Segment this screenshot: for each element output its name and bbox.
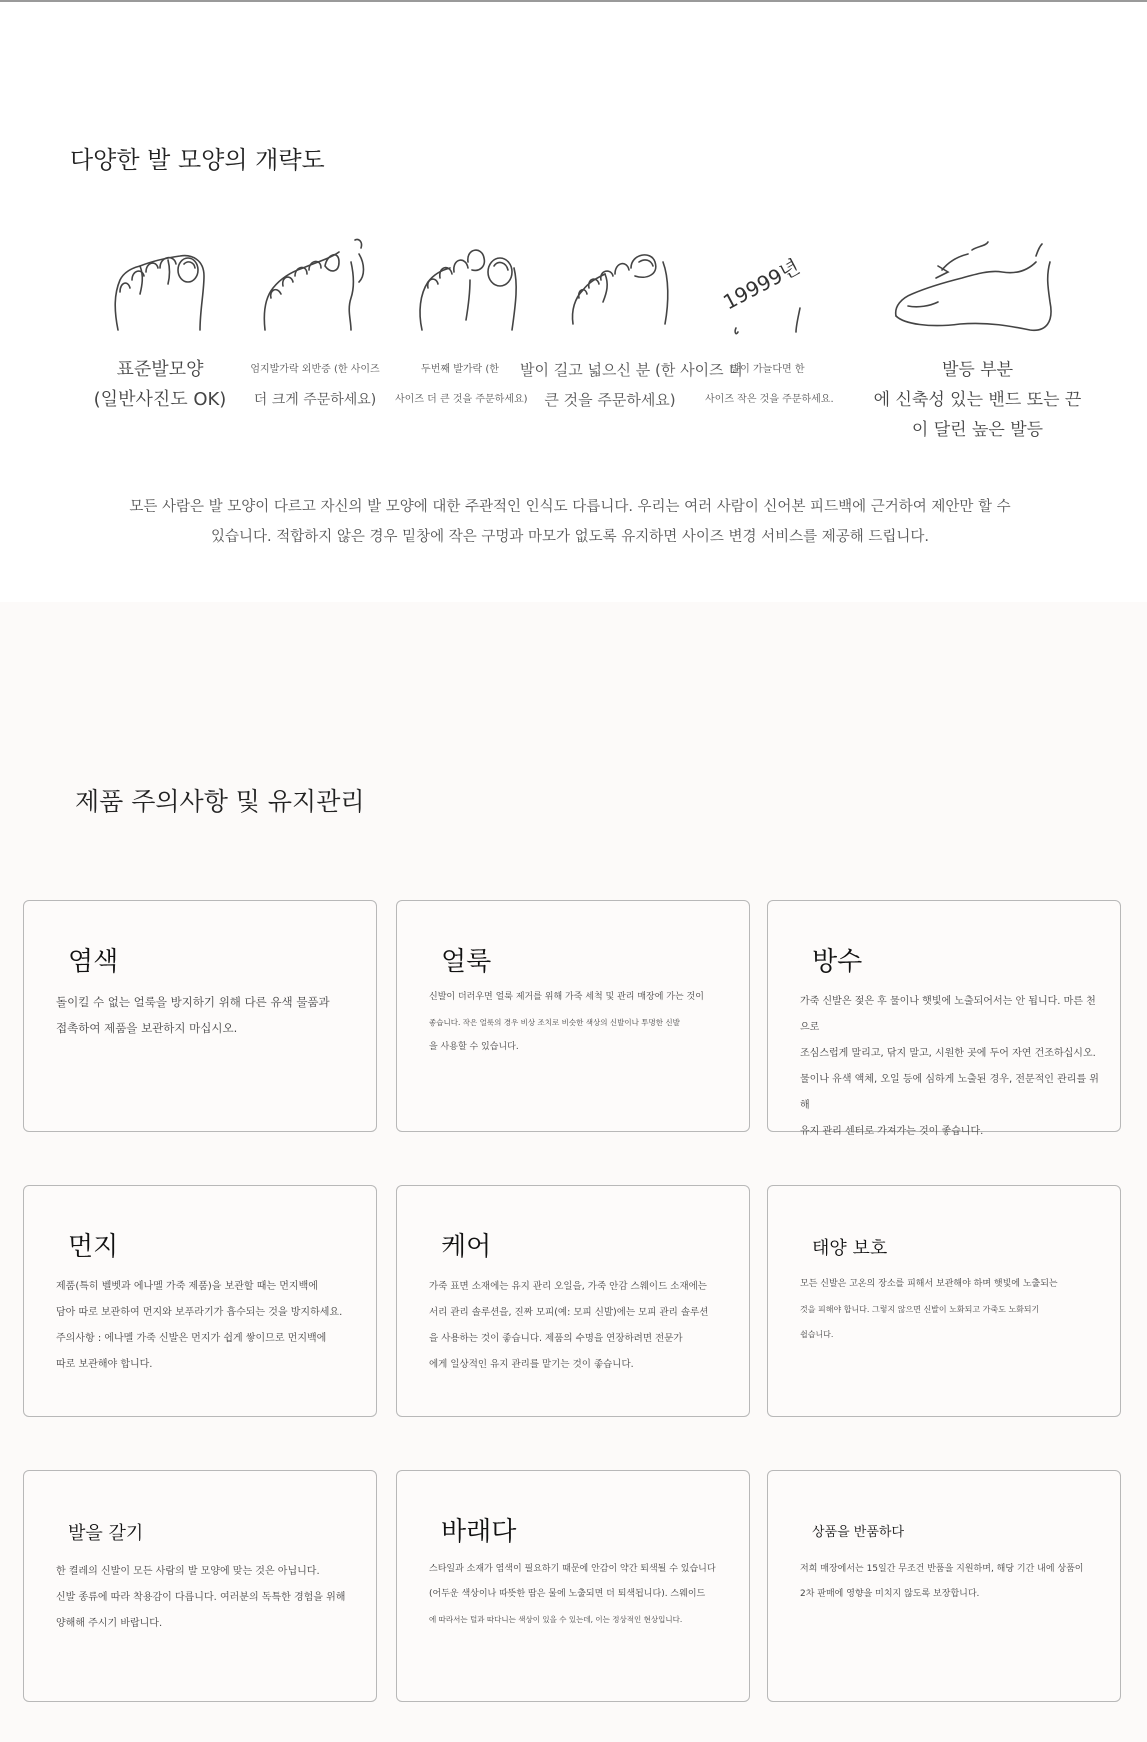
card-body: 스타일과 소재가 염색이 필요하기 때문에 안감이 약간 퇴색될 수 있습니다 (어두운 색상이나 따뜻한 땀은 물에 노출되면 더 퇴색됩니다). 스웨이드 에 따라서는 털과 따다니는 색상이 있을 수 있는데, 이는 정상적인 현상입니다. [429, 1564, 716, 1624]
foot-label: 19999년 [720, 254, 804, 315]
card-body: 가죽 표면 소재에는 유지 관리 오일을, 가죽 안감 스웨이드 소재에는 서리 관리 솔루션을, 진짜 모피(예: 모피 신발)에는 모피 관리 솔루션 을 사용하는 것이 좋습니다. 제품의 수명을 연장하려면 전문가 에게 일상적인 유지 관리를 맡기는 것이 좋습니다. [429, 1281, 709, 1370]
thin-foot-icon [720, 232, 840, 347]
long-second-toe-foot-icon [410, 232, 530, 347]
card-body: 제품(특히 벨벳과 에나멜 가죽 제품)을 보관할 때는 먼지백에 담아 따로 보관하여 먼지와 보푸라기가 흡수되는 것을 방지하세요. 주의사항 : 에나멜 가죽 신발은 먼지가 쉽게 쌓이므로 먼지백에 따로 보관해야 합니다. [56, 1281, 343, 1370]
card-title: 상품을 반품하다 [812, 1525, 905, 1540]
card-title: 태양 보호 [812, 1238, 888, 1259]
care-card-dust [23, 1185, 377, 1417]
foot-caption-standard: 표준발모양 (일반사진도 OK) [93, 359, 227, 410]
foot-caption-long-wide: 발이 길고 넓으신 분 (한 사이즈 더 큰 것을 주문하세요) [520, 361, 743, 409]
care-card-returns [767, 1470, 1121, 1702]
foot-caption-thin: 발이 가늘다면 한 사이즈 작은 것을 주문하세요. [705, 364, 834, 405]
card-title: 얼룩 [441, 947, 492, 977]
foot-caption-second-toe: 두번째 발가락 (한 사이즈 더 큰 것을 주문하세요) [395, 364, 528, 405]
card-body: 한 켤레의 신발이 모든 사람의 발 모양에 맞는 것은 아닙니다. 신발 종류에 따라 착용감이 다릅니다. 여러분의 독특한 경험을 위해 양해해 주시기 바랍니다. [56, 1566, 346, 1629]
card-title: 염색 [68, 947, 119, 977]
foot-caption-bunion: 엄지발가락 외반증 (한 사이즈 더 크게 주문하세요) [250, 364, 380, 408]
high-instep-foot-icon [890, 232, 1060, 347]
care-card-fit [23, 1470, 377, 1702]
care-card-fading [396, 1470, 750, 1702]
foot-caption-high-instep: 발등 부분 에 신축성 있는 밴드 또는 끈 이 달린 높은 발등 [873, 360, 1082, 440]
bunion-foot-icon [255, 232, 375, 347]
card-body: 돌이킬 수 없는 얼룩을 방지하기 위해 다른 유색 물품과 접촉하여 제품을 보관하지 마십시오. [56, 995, 330, 1035]
care-card-stain [396, 900, 750, 1132]
care-card-waterproof [767, 900, 1121, 1137]
foot-shapes-section [0, 2, 1147, 602]
long-wide-foot-icon [565, 232, 685, 347]
standard-foot-icon [100, 232, 220, 347]
card-title: 발을 갈기 [68, 1523, 144, 1544]
care-card-dyeing [23, 900, 377, 1132]
care-section [0, 602, 1147, 1742]
foot-shape-paragraph: 모든 사람은 발 모양이 다르고 자신의 발 모양에 대한 주관적인 인식도 다릅니다. 우리는 여러 사람이 신어본 피드백에 근거하여 제안만 할 수 있습니다. 적합하지 않은 경우 밑창에 작은 구멍과 마모가 없도록 유지하면 사이즈 변경 서비스를 제공해 드립니다. [129, 499, 1011, 545]
card-body: 저희 매장에서는 15일간 무조건 반품을 지원하며, 해당 기간 내에 상품이 2차 판매에 영향을 미치지 않도록 보장합니다. [800, 1564, 1084, 1599]
care-card-sun-protection [767, 1185, 1121, 1417]
card-title: 케어 [441, 1232, 492, 1262]
section-title: 다양한 발 모양의 개략도 [70, 146, 325, 174]
card-body: 신발이 더러우면 얼룩 제거를 위해 가죽 세척 및 관리 매장에 가는 것이 좋습니다. 작은 얼룩의 경우 비상 조치로 비슷한 색상의 신발이나 투명한 신발 을 사용할 수 있습니다. [429, 992, 704, 1052]
care-card-care [396, 1185, 750, 1417]
card-body: 가죽 신발은 젖은 후 물이나 햇빛에 노출되어서는 안 됩니다. 마른 천으로 조심스럽게 말리고, 닦지 말고, 시원한 곳에 두어 자연 건조하십시오. 물이나 유색 액체, 오일 등에 심하게 노출된 경우, 전문적인 관리를 위해 유지 관리 센터로 가져가는 것이 좋습니다. [800, 996, 1099, 1137]
card-body: 모든 신발은 고온의 장소를 피해서 보관해야 하며 햇빛에 노출되는 것을 피해야 합니다. 그렇지 않으면 신발이 노화되고 가죽도 노화되기 쉽습니다. [800, 1279, 1058, 1339]
card-title: 먼지 [68, 1232, 119, 1262]
section-title: 제품 주의사항 및 유지관리 [75, 787, 365, 816]
card-title: 방수 [812, 947, 863, 977]
card-title: 바래다 [441, 1517, 517, 1547]
